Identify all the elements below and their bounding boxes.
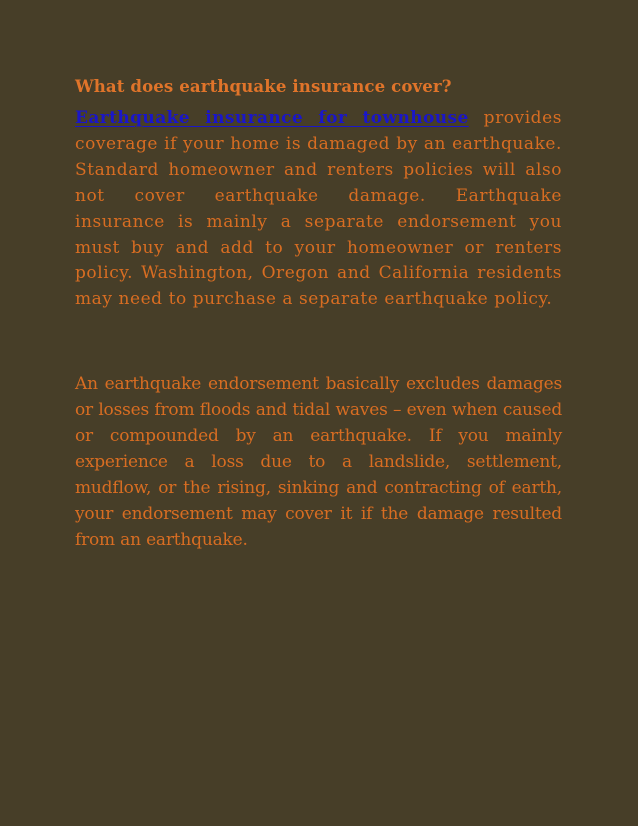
earthquake-insurance-link[interactable]: Earthquake insurance for townhouse (75, 108, 469, 128)
paragraph-coverage (75, 106, 562, 313)
section-heading: What does earthquake insurance cover? (75, 76, 452, 96)
paragraph-coverage-text: provides coverage if your home is damaged by an earthquake. Standard homeowner and renters policies will also not cover earthquake damage. Earthquake insurance is mainly a separate endorsement you must buy and add to your homeowner or renters policy. Washington, Oregon and California residents may need to purchase a separate earthquake policy. (75, 108, 562, 310)
document-page (75, 74, 562, 554)
paragraph-endorsement: An earthquake endorsement basically excludes damages or losses from floods and tidal waves – even when caused or compounded by an earthquake. If you mainly experience a loss due to a landslide, settlement, mudflow, or the rising, sinking and contracting of earth, your endorsement may cover it if the damage resulted from an earthquake. (75, 374, 562, 550)
